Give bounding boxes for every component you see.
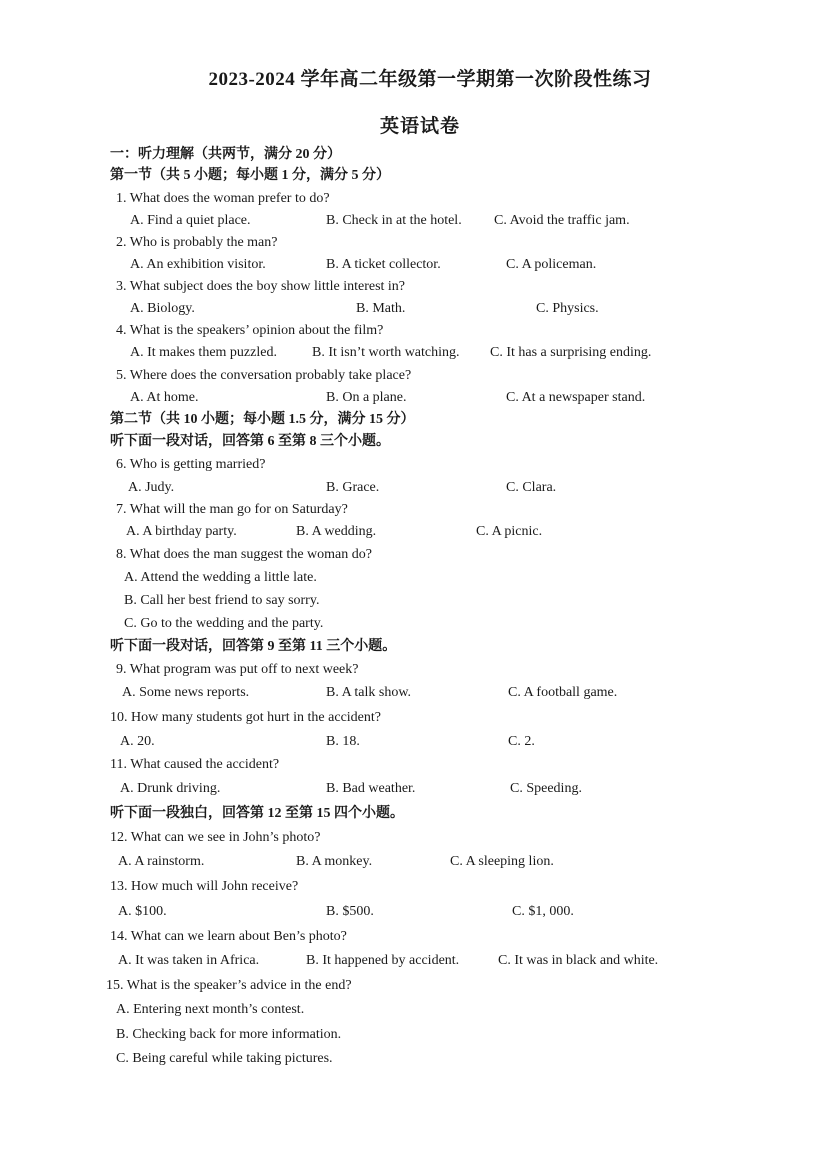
- page-title: 2023-2024 学年高二年级第一学期第一次阶段性练习: [208, 69, 652, 90]
- question-2: 2. Who is probably the man?: [116, 235, 278, 250]
- option-15b: B. Checking back for more information.: [116, 1027, 342, 1042]
- option-1a: A. Find a quiet place.: [130, 213, 251, 228]
- option-9a: A. Some news reports.: [122, 685, 250, 700]
- option-7a: A. A birthday party.: [126, 524, 237, 539]
- option-1c: C. Avoid the traffic jam.: [494, 213, 630, 228]
- option-9b: B. A talk show.: [326, 685, 412, 700]
- question-3: 3. What subject does the boy show little interest in?: [116, 279, 406, 294]
- question-5: 5. Where does the conversation probably take place?: [116, 368, 412, 383]
- option-4c: C. It has a surprising ending.: [490, 345, 652, 360]
- instruction-2: 听下面一段对话，回答第 9 至第 11 三个小题。: [110, 639, 397, 654]
- option-3a: A. Biology.: [130, 301, 195, 316]
- question-13: 13. How much will John receive?: [110, 879, 299, 894]
- page-subtitle: 英语试卷: [379, 116, 460, 137]
- option-10c: C. 2.: [508, 734, 535, 749]
- question-6: 6. Who is getting married?: [116, 457, 266, 472]
- question-7: 7. What will the man go for on Saturday?: [116, 502, 348, 517]
- option-6b: B. Grace.: [326, 480, 380, 495]
- question-9: 9. What program was put off to next week?: [116, 662, 359, 677]
- option-3c: C. Physics.: [536, 301, 599, 316]
- option-7b: B. A wedding.: [296, 524, 377, 539]
- option-12c: C. A sleeping lion.: [450, 854, 554, 869]
- part1-header: 一：听力理解（共两节，满分 20 分）: [110, 147, 341, 162]
- option-2b: B. A ticket collector.: [326, 257, 441, 272]
- option-5c: C. At a newspaper stand.: [506, 390, 646, 405]
- question-12: 12. What can we see in John’s photo?: [110, 830, 321, 845]
- question-8: 8. What does the man suggest the woman do?: [116, 547, 372, 562]
- option-8a: A. Attend the wedding a little late.: [124, 570, 317, 585]
- option-13b: B. $500.: [326, 904, 374, 919]
- option-8c: C. Go to the wedding and the party.: [124, 616, 324, 631]
- option-6a: A. Judy.: [128, 480, 175, 495]
- question-14: 14. What can we learn about Ben’s photo?: [110, 929, 347, 944]
- option-1b: B. Check in at the hotel.: [326, 213, 462, 228]
- option-5a: A. At home.: [130, 390, 199, 405]
- option-11b: B. Bad weather.: [326, 781, 416, 796]
- option-14b: B. It happened by accident.: [306, 953, 460, 968]
- option-14c: C. It was in black and white.: [498, 953, 659, 968]
- option-2c: C. A policeman.: [506, 257, 597, 272]
- question-10: 10. How many students got hurt in the accident?: [110, 710, 381, 725]
- option-12a: A. A rainstorm.: [118, 854, 205, 869]
- option-9c: C. A football game.: [508, 685, 618, 700]
- option-10a: A. 20.: [120, 734, 155, 749]
- section1-header: 第一节（共 5 小题；每小题 1 分，满分 5 分）: [110, 168, 390, 183]
- option-13a: A. $100.: [118, 904, 167, 919]
- option-6c: C. Clara.: [506, 480, 557, 495]
- question-15: 15. What is the speaker’s advice in the end?: [106, 978, 352, 993]
- option-5b: B. On a plane.: [326, 390, 407, 405]
- option-15c: C. Being careful while taking pictures.: [116, 1051, 333, 1066]
- option-11a: A. Drunk driving.: [120, 781, 221, 796]
- option-11c: C. Speeding.: [510, 781, 582, 796]
- option-8b: B. Call her best friend to say sorry.: [124, 593, 320, 608]
- option-7c: C. A picnic.: [476, 524, 543, 539]
- option-13c: C. $1, 000.: [512, 904, 574, 919]
- question-1: 1. What does the woman prefer to do?: [116, 191, 330, 206]
- section2-header: 第二节（共 10 小题；每小题 1.5 分，满分 15 分）: [110, 412, 415, 427]
- question-4: 4. What is the speakers’ opinion about the film?: [116, 323, 384, 338]
- instruction-1: 听下面一段对话，回答第 6 至第 8 三个小题。: [110, 434, 390, 449]
- option-10b: B. 18.: [326, 734, 360, 749]
- option-15a: A. Entering next month’s contest.: [116, 1002, 305, 1017]
- question-11: 11. What caused the accident?: [110, 757, 280, 772]
- instruction-3: 听下面一段独白，回答第 12 至第 15 四个小题。: [110, 806, 404, 821]
- option-3b: B. Math.: [356, 301, 406, 316]
- option-14a: A. It was taken in Africa.: [118, 953, 260, 968]
- option-4a: A. It makes them puzzled.: [130, 345, 277, 360]
- option-4b: B. It isn’t worth watching.: [312, 345, 460, 360]
- option-2a: A. An exhibition visitor.: [130, 257, 266, 272]
- option-12b: B. A monkey.: [296, 854, 373, 869]
